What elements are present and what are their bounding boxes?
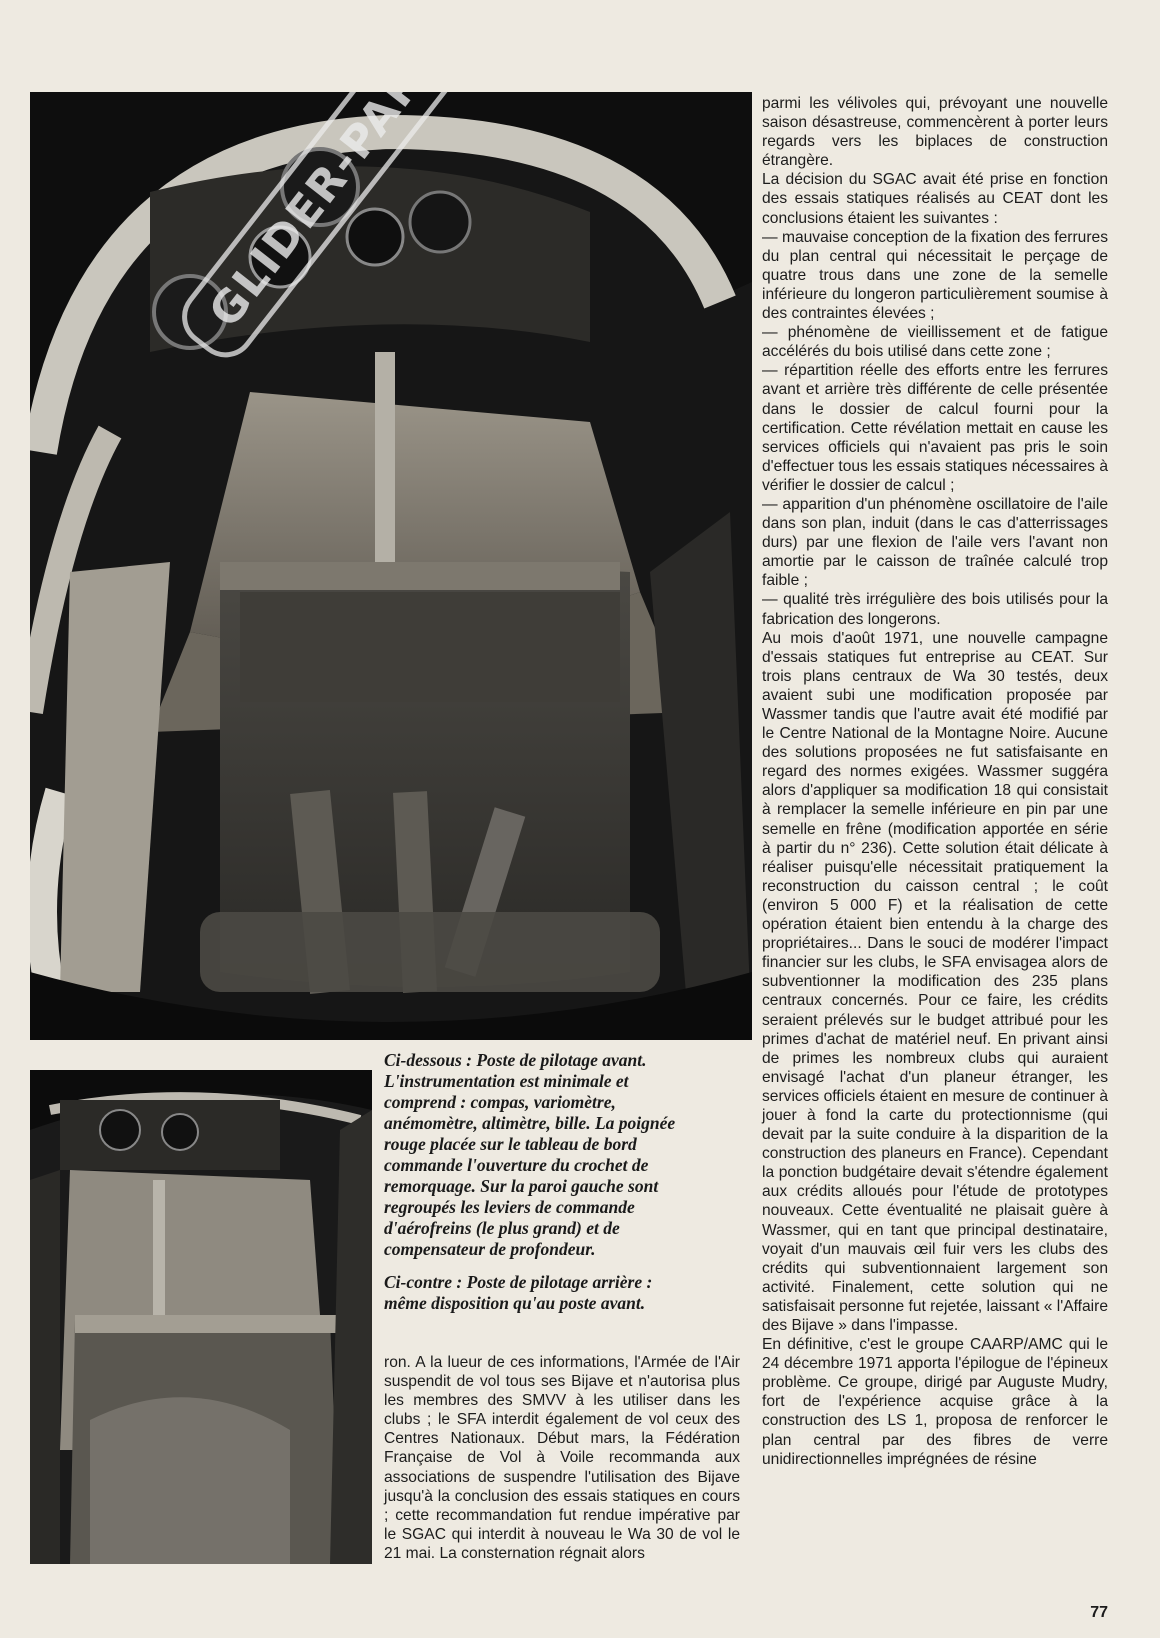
cockpit-rear-photo (30, 1070, 372, 1564)
photo-caption-rear: Ci-contre : Poste de pilotage arrière : même disposition qu'au poste avant. (384, 1272, 653, 1313)
page-number: 77 (1090, 1604, 1108, 1621)
article-paragraph: — répartition réelle des efforts entre les ferrures avant et arrière très différente de celle présentée dans le dossier de calcul fourni pour la certification. Cette révélation mettait en cause les services officiels qui n'avaient pas pris le soin d'effectuer tous les essais statiques nécessaires à vérifier le dossier de calcul ; (762, 362, 1108, 494)
cockpit-front-illustration (30, 92, 752, 1040)
photo-caption-front: Ci-dessous : Poste de pilotage avant. L'instrumentation est minimale et comprend : compas, variomètre, anémomètre, altimètre, bille. La poignée rouge placée sur le tableau de bord commande l'ouverture du crochet de remorquage. Sur la paroi gauche sont regroupés les leviers de commande d'aérofreins (le plus grand) et de compensateur de profondeur. (384, 1050, 676, 1259)
cockpit-front-photo (30, 92, 752, 1040)
article-paragraph: — phénomène de vieillissement et de fatigue accélérés du bois utilisé dans cette zone ; (762, 324, 1108, 361)
article-column-right (762, 94, 1108, 1469)
article-paragraph: — mauvaise conception de la fixation des ferrures du plan central qui nécessitait le perçage de quatre trous dans une zone de la semelle inférieure du longeron particulièrement soumise à des contraintes élevées ; (762, 228, 1108, 323)
article-paragraph: ron. A la lueur de ces informations, l'Armée de l'Air suspendit de vol tous ses Bijave et n'autorisa plus les membres des SMVV à les utiliser dans les clubs ; le SFA interdit également de vol ceux des Centres Nationaux. Début mars, la Fédération Française de Vol à Voile recommanda aux associations de suspendre l'utilisation des Bijave jusqu'à la conclusion des essais statiques en cours ; cette recommandation fut rendue impérative par le SGAC qui interdit à nouveau le Wa 30 de vol le 21 mai. La consternation régnait alors (384, 1354, 740, 1562)
article-paragraph: La décision du SGAC avait été prise en fonction des essais statiques réalisés au CEAT dont les conclusions étaient les suivantes : (762, 171, 1108, 227)
article-paragraph: — apparition d'un phénomène oscillatoire de l'aile dans son plan, induit (dans le cas d'atterrissages durs) par une flexion de l'aile vers l'avant non amortie par le caisson de traînée calculé trop faible ; (762, 495, 1108, 590)
article-paragraph: — qualité très irrégulière des bois utilisés pour la fabrication des longerons. (762, 591, 1108, 628)
cockpit-rear-illustration (30, 1070, 372, 1564)
article-paragraph: En définitive, c'est le groupe CAARP/AMC qui le 24 décembre 1971 apporta l'épilogue de l'épineux problème. Ce groupe, dirigé par Auguste Mudry, fort de l'expérience acquise grâce à la construction des LS 1, proposa de renforcer le plan central par des fibres de verre unidirectionnelles imprégnées de résine (762, 1336, 1108, 1468)
article-column-middle (384, 1353, 740, 1563)
article-paragraph: Au mois d'août 1971, une nouvelle campagne d'essais statiques fut entreprise au CEAT. Sur trois plans centraux de Wa 30 testés, deux avaient subi une modification proposée par Wassmer tandis que l'autre avait été modifié par le Centre National de la Montagne Noire. Aucune des solutions proposées ne fut satisfaisante en regard des normes exigées. Wassmer suggéra alors d'appliquer sa modification 18 qui consistait à remplacer la semelle inférieure en pin par une semelle en frêne (modification apportée en série à partir du n° 236). Cette solution était délicate à réaliser puisqu'elle nécessitait pratiquement la reconstruction du caisson central ; le coût (environ 5 000 F) et la réalisation de cette opération étaient bien entendu à la charge des propriétaires... Dans le souci de modérer l'impact financier sur les clubs, le SFA envisagea alors de subventionner la modification des 235 plans centraux concernés. Pour ce faire, les crédits seraient prélevés sur le budget attribué pour les primes d'achat de matériel neuf. En privant ainsi de primes les nombreux clubs qui auraient envisagé l'achat d'un planeur étranger, les services officiels étaient en mesure de continuer à jouer à fond la carte du protectionnisme (qui devait par la suite conduire à la disparition de la construction des planeurs en France). Cependant la ponction budgétaire devait s'étendre également aux crédits alloués pour l'étude de prototypes nouveaux. Cette éventualité ne plaisait guère à Wassmer, qui en tant que principal destinataire, voyait d'un mauvais œil fuir vers les clubs des crédits qui subventionnaient largement son activité. Finalement, cette solution qui ne satisfaisait personne fut rejetée, laissant « l'Affaire des Bijave » dans l'impasse. (762, 629, 1108, 1334)
article-paragraph: parmi les vélivoles qui, prévoyant une nouvelle saison désastreuse, commencèrent à porter leurs regards vers les biplaces de construction étrangère. (762, 95, 1108, 170)
